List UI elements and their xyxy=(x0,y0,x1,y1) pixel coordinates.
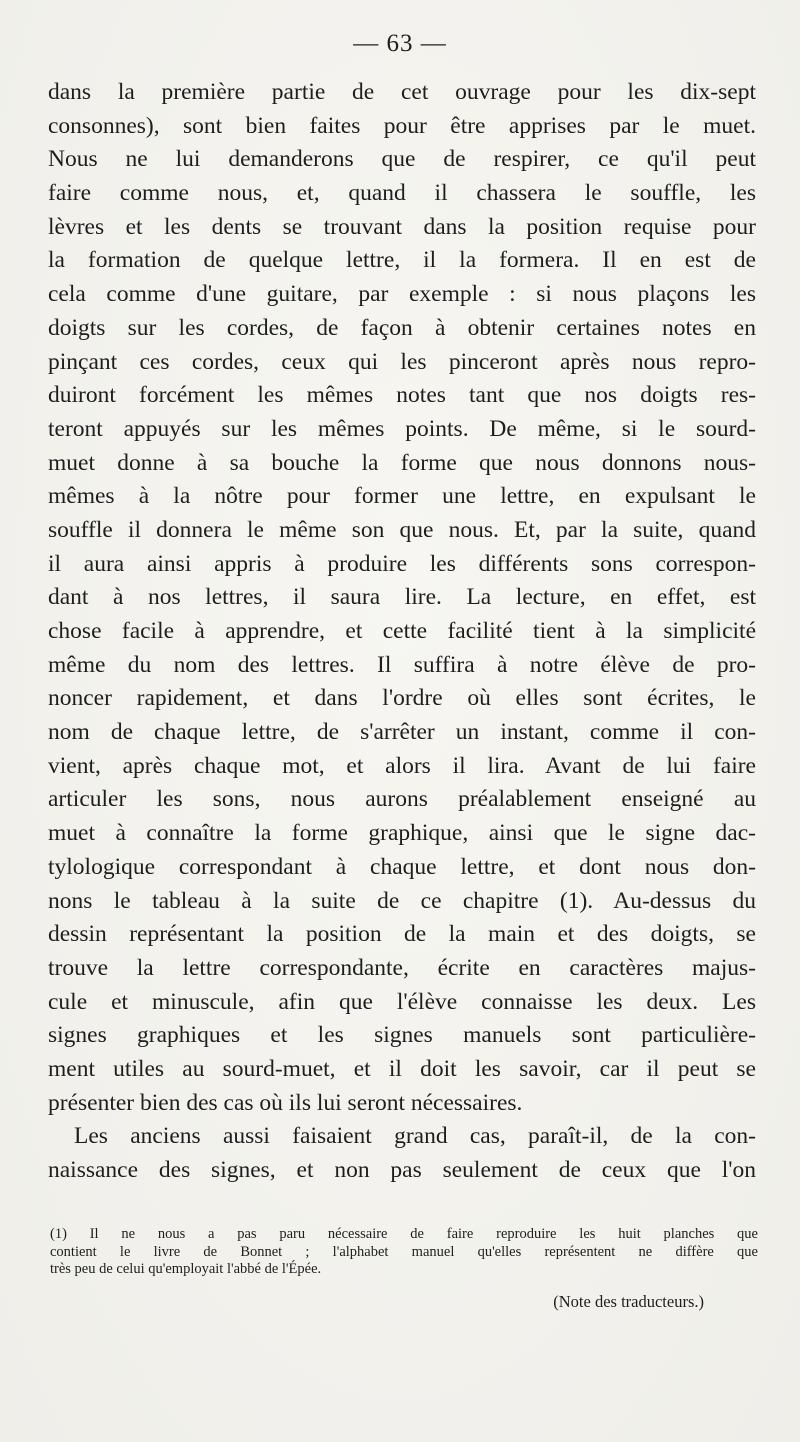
text-line: Nous ne lui demanderons que de respirer, ce qu'il peut xyxy=(48,146,756,173)
text-line: présenter bien des cas où ils lui seront nécessaires. xyxy=(48,1089,523,1116)
text-line: la formation de quelque lettre, il la formera. Il en est de xyxy=(48,247,756,274)
text-line: cule et minuscule, afin que l'élève connaisse les deux. Les xyxy=(48,988,756,1015)
text-line: teront appuyés sur les mêmes points. De même, si le sourd- xyxy=(48,415,756,442)
text-line: nons le tableau à la suite de ce chapitre (1). Au-dessus du xyxy=(48,887,756,914)
text-line: même du nom des lettres. Il suffira à notre élève de pro- xyxy=(48,651,756,678)
text-line: articuler les sons, nous aurons préalablement enseigné au xyxy=(48,786,756,813)
text-line: dant à nos lettres, il saura lire. La lecture, en effet, est xyxy=(48,584,756,611)
text-line: duiront forcément les mêmes notes tant que nos doigts res- xyxy=(48,382,756,409)
text-line: muet à connaître la forme graphique, ainsi que le signe dac- xyxy=(48,820,756,847)
text-line: faire comme nous, et, quand il chassera le souffle, les xyxy=(48,180,756,207)
text-line: signes graphiques et les signes manuels sont particulière- xyxy=(48,1022,756,1049)
text-line: doigts sur les cordes, de façon à obtenir certaines notes en xyxy=(48,314,756,341)
footnote-line: (1) Il ne nous a pas paru nécessaire de faire reproduire les huit planches que xyxy=(50,1226,758,1242)
text-line: dessin représentant la position de la main et des doigts, se xyxy=(48,921,756,948)
text-line: vient, après chaque mot, et alors il lira. Avant de lui faire xyxy=(48,752,756,779)
text-line: Les anciens aussi faisaient grand cas, paraît-il, de la con- xyxy=(74,1123,756,1150)
page-number: — 63 — xyxy=(353,30,447,57)
text-line: dans la première partie de cet ouvrage pour les dix-sept xyxy=(48,79,756,105)
text-line: il aura ainsi appris à produire les différents sons correspon- xyxy=(48,550,756,577)
text-line: trouve la lettre correspondante, écrite en caractères majus- xyxy=(48,954,756,981)
text-line: ment utiles au sourd-muet, et il doit les savoir, car il peut se xyxy=(48,1055,756,1082)
text-line: tylologique correspondant à chaque lettre, et dont nous don- xyxy=(48,853,756,880)
text-line: consonnes), sont bien faites pour être apprises par le muet. xyxy=(48,112,756,139)
text-line: cela comme d'une guitare, par exemple : si nous plaçons les xyxy=(48,281,756,308)
text-line: nom de chaque lettre, de s'arrêter un instant, comme il con- xyxy=(48,719,756,746)
text-line: souffle il donnera le même son que nous. Et, par la suite, quand xyxy=(48,516,756,543)
body-text xyxy=(48,76,756,1188)
footnote xyxy=(50,1226,758,1279)
footnote-line: très peu de celui qu'employait l'abbé de l'Épée. xyxy=(50,1261,322,1277)
text-line: chose facile à apprendre, et cette facilité tient à la simplicité xyxy=(48,618,756,644)
footnote-line: contient le livre de Bonnet ; l'alphabet manuel qu'elles représentent ne diffère que xyxy=(50,1243,758,1260)
text-line: lèvres et les dents se trouvant dans la position requise pour xyxy=(48,213,756,240)
footnote-attribution: (Note des traducteurs.) xyxy=(553,1292,704,1311)
text-line: muet donne à sa bouche la forme que nous donnons nous- xyxy=(48,449,756,476)
text-line: noncer rapidement, et dans l'ordre où elles sont écrites, le xyxy=(48,685,756,712)
text-line: pinçant ces cordes, ceux qui les pinceront après nous repro- xyxy=(48,348,756,375)
text-line: mêmes à la nôtre pour former une lettre, en expulsant le xyxy=(48,483,756,510)
text-line: naissance des signes, et non pas seulement de ceux que l'on xyxy=(48,1157,756,1183)
